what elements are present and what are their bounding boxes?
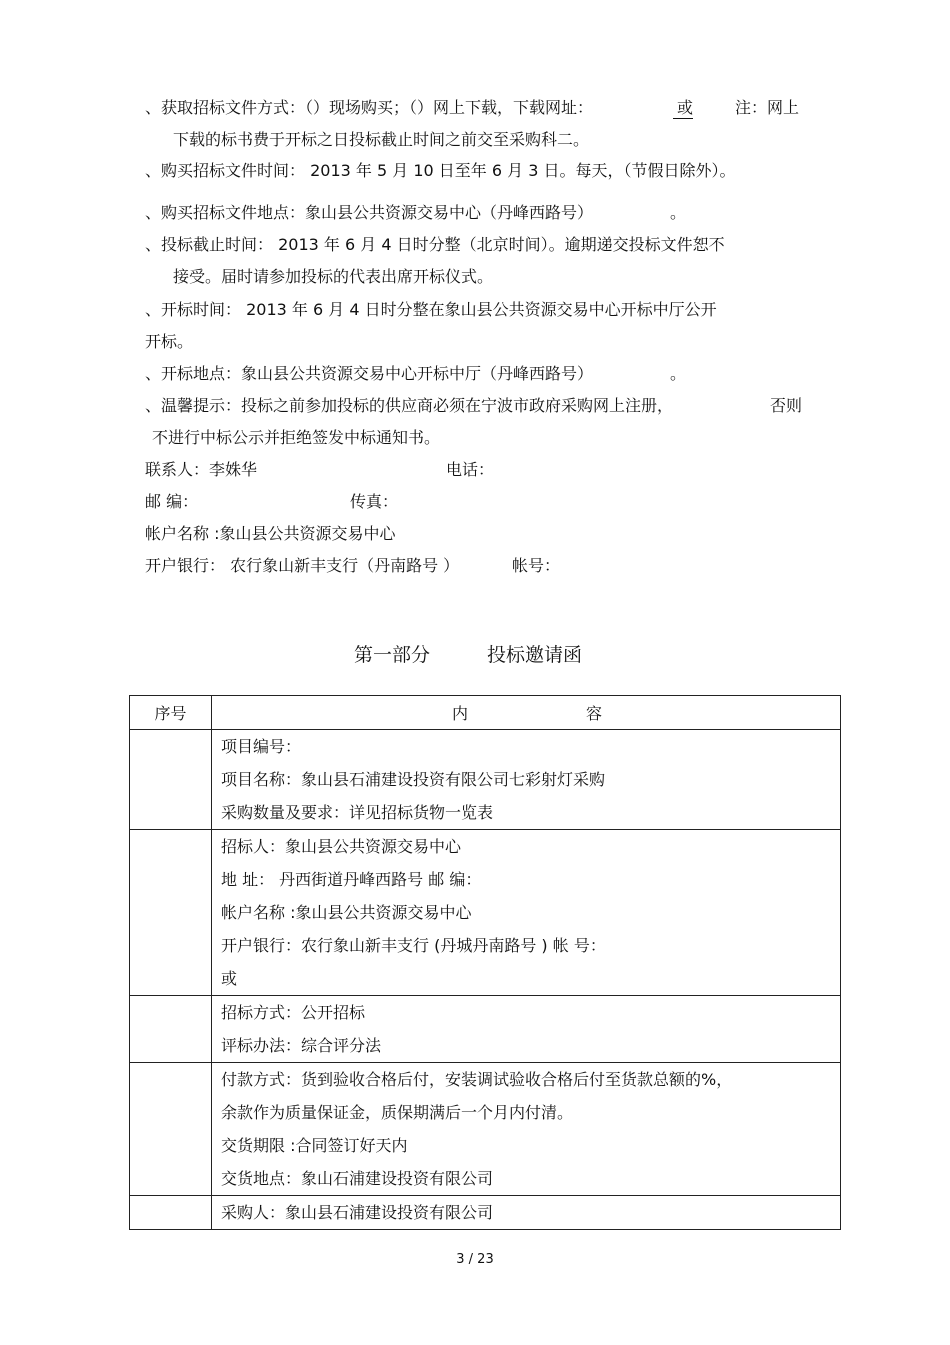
p7-reminder-otherwise: 否则 [770, 396, 803, 415]
row-content-cell [212, 996, 841, 1063]
payment-remainder: 余款作为质量保证金，质保期满后一个月内付清。 [221, 1103, 574, 1122]
row-content-cell [212, 1196, 841, 1230]
header-content-char-2: 容 [586, 703, 603, 723]
table-header-row [130, 696, 841, 730]
p6-period: 。 [670, 364, 687, 383]
header-content [212, 696, 841, 730]
evaluation-method: 评标办法：综合评分法 [221, 1036, 382, 1055]
page-number: 3 / 23 [456, 1252, 494, 1267]
bank-info: 开户银行： 农行象山新丰支行（丹南路号 ） [145, 556, 460, 575]
account-name-row: 帐户名称 :象山县公共资源交易中心 [221, 903, 472, 922]
p1-note: 注：网上 [735, 98, 800, 117]
or-line: 或 [221, 969, 238, 988]
table-row [130, 730, 841, 830]
table-row [130, 996, 841, 1063]
p5-opening-time-a: 、开标时间： 2013 年 6 月 4 日时分整在象山县公共资源交易中心开标中厅公开 [145, 300, 717, 319]
address: 地 址： 丹西街道丹峰西路号 邮 编： [221, 870, 482, 889]
delivery-location: 交货地点：象山石浦建设投资有限公司 [221, 1169, 494, 1188]
p1-url-or: 或 [673, 98, 693, 119]
row-serial-cell [130, 730, 212, 830]
row-serial-cell [130, 996, 212, 1063]
delivery-period: 交货期限 :合同签订好天内 [221, 1136, 408, 1155]
invitation-table [129, 695, 841, 1230]
postcode-label: 邮 编： [145, 492, 199, 511]
row-content-cell [212, 730, 841, 830]
row-serial-cell [130, 1063, 212, 1196]
row-serial-cell [130, 1196, 212, 1230]
row-serial-cell [130, 830, 212, 996]
row-content-cell [212, 830, 841, 996]
project-name: 项目名称：象山县石浦建设投资有限公司七彩射灯采购 [221, 770, 606, 789]
header-serial-number: 序号 [130, 696, 212, 730]
p4-deadline-b: 接受。届时请参加投标的代表出席开标仪式。 [173, 267, 494, 286]
purchase-quantity: 采购数量及要求：详见招标货物一览表 [221, 803, 494, 822]
section-title: 投标邀请函 [487, 644, 583, 666]
p7-reminder-b: 不进行中标公示并拒绝签发中标通知书。 [152, 428, 441, 447]
p4-deadline-a: 、投标截止时间： 2013 年 6 月 4 日时分整（北京时间）。逾期递交投标文件恕不 [145, 235, 725, 254]
p1-line-b: 下载的标书费于开标之日投标截止时间之前交至采购科二。 [173, 130, 590, 149]
phone-label: 电话： [446, 460, 495, 479]
account-name: 帐户名称 :象山县公共资源交易中心 [145, 524, 396, 543]
table-row [130, 830, 841, 996]
fax-label: 传真： [350, 492, 399, 511]
table-row [130, 1196, 841, 1230]
row-content-cell [212, 1063, 841, 1196]
header-content-char-1: 内 [452, 703, 469, 723]
p2-purchase-time: 、购买招标文件时间： 2013 年 5 月 10 日至年 6 月 3 日。每天，（节假日除外）。 [145, 161, 736, 180]
tenderer: 招标人：象山县公共资源交易中心 [221, 837, 462, 856]
p5-opening-time-b: 开标。 [145, 332, 194, 351]
project-number: 项目编号： [221, 737, 302, 756]
p3-purchase-location: 、购买招标文件地点：象山县公共资源交易中心（丹峰西路号） [145, 203, 594, 222]
tender-method: 招标方式：公开招标 [221, 1003, 366, 1022]
purchaser: 采购人：象山县石浦建设投资有限公司 [221, 1203, 494, 1222]
table-row [130, 1063, 841, 1196]
p6-opening-location: 、开标地点：象山县公共资源交易中心开标中厅（丹峰西路号） [145, 364, 594, 383]
bank-row: 开户银行：农行象山新丰支行 (丹城丹南路号 ) 帐 号： [221, 936, 606, 955]
contact-person: 联系人：李姝华 [145, 460, 258, 479]
p3-period: 。 [670, 203, 687, 222]
p7-reminder-a: 、温馨提示：投标之前参加投标的供应商必须在宁波市政府采购网上注册， [145, 396, 674, 415]
p1-line-a: 、获取招标文件方式：（）现场购买；（）网上下载，下载网址： [145, 98, 594, 117]
account-number-label: 帐号： [512, 556, 561, 575]
section-part-label: 第一部分 [354, 644, 431, 666]
payment-method: 付款方式：货到验收合格后付，安装调试验收合格后付至货款总额的%， [221, 1070, 733, 1089]
